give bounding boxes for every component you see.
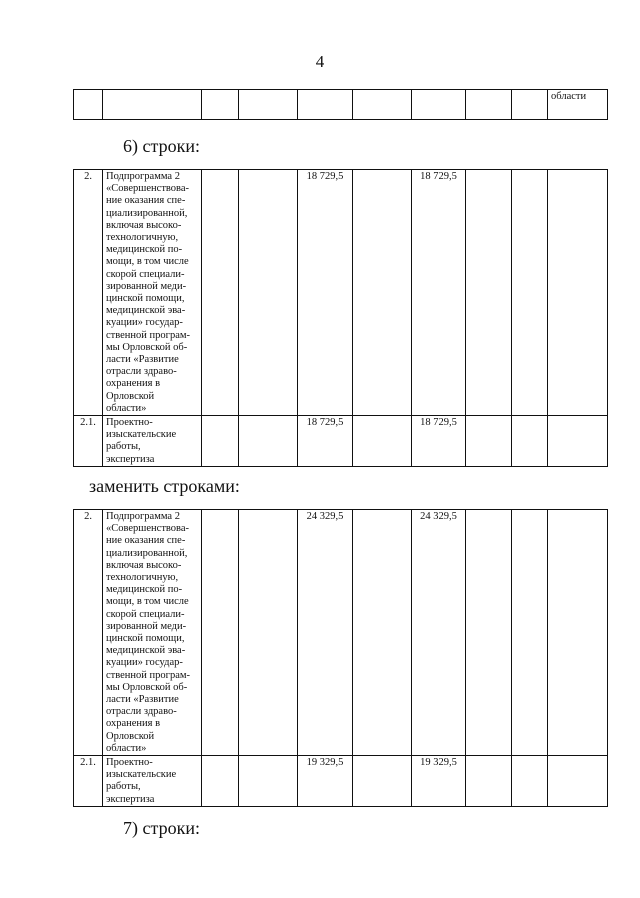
table-cell	[512, 90, 548, 120]
table-cell	[466, 510, 512, 756]
table-row	[74, 756, 608, 807]
heading-replace: заменить строками:	[89, 476, 240, 496]
table-cell	[353, 510, 412, 756]
row-value-total: 18 729,5	[298, 416, 353, 467]
row-name: Подпрограмма 2 «Совершенствова- ние оказания спе- циализированной, включая высоко- технологичную, медицинской по- мощи, в том числе скорой специали- зированной меди- цинской помощи, медицинской эва- куации» государ- ственной програм- мы Орловской об- ласти «Развитие отрасли здраво- охранения в Орловской области»	[103, 170, 202, 416]
table-cell	[548, 416, 608, 467]
table-cell	[512, 170, 548, 416]
table-cell: области	[548, 90, 608, 120]
table-row	[74, 416, 608, 467]
table-cell	[512, 756, 548, 807]
row-value-budget: 19 329,5	[412, 756, 466, 807]
table-cell	[466, 90, 512, 120]
table-cell	[202, 90, 239, 120]
table-cell	[202, 510, 239, 756]
row-value-total: 19 329,5	[298, 756, 353, 807]
table-cell	[353, 416, 412, 467]
table-cell	[103, 90, 202, 120]
row-number: 2.	[74, 170, 103, 416]
table-cell	[548, 756, 608, 807]
table-row	[74, 510, 608, 756]
row-value-budget: 18 729,5	[412, 170, 466, 416]
row-number: 2.	[74, 510, 103, 756]
table-cell	[353, 756, 412, 807]
table-cell	[202, 170, 239, 416]
row-value-total: 24 329,5	[298, 510, 353, 756]
table-cell	[466, 170, 512, 416]
row-name: Проектно- изыскательские работы, экспертиза	[103, 416, 202, 467]
table-cell	[466, 756, 512, 807]
row-number: 2.1.	[74, 756, 103, 807]
table-cell	[466, 416, 512, 467]
old-rows-table	[73, 169, 608, 467]
table-cell	[412, 90, 466, 120]
table-cell	[239, 756, 298, 807]
table-cell	[353, 90, 412, 120]
row-name: Проектно- изыскательские работы, экспертиза	[103, 756, 202, 807]
heading-item-7: 7) строки:	[123, 818, 200, 838]
row-number: 2.1.	[74, 416, 103, 467]
row-name: Подпрограмма 2 «Совершенствова- ние оказания спе- циализированной, включая высоко- технологичную, медицинской по- мощи, в том числе скорой специали- зированной меди- цинской помощи, медицинской эва- куации» государ- ственной програм- мы Орловской об- ласти «Развитие отрасли здраво- охранения в Орловской области»	[103, 510, 202, 756]
new-rows-table	[73, 509, 608, 807]
table-cell	[512, 416, 548, 467]
table-cell	[548, 170, 608, 416]
table-row	[74, 90, 608, 120]
table-cell	[512, 510, 548, 756]
page-number: 4	[315, 52, 325, 71]
table-cell	[202, 416, 239, 467]
row-value-total: 18 729,5	[298, 170, 353, 416]
table-cell	[239, 416, 298, 467]
table-cell	[298, 90, 353, 120]
table-row	[74, 170, 608, 416]
table-cell	[548, 510, 608, 756]
table-cell	[353, 170, 412, 416]
table-cell	[202, 756, 239, 807]
top-table-fragment	[73, 89, 608, 120]
table-cell	[239, 510, 298, 756]
table-cell	[239, 90, 298, 120]
table-cell	[239, 170, 298, 416]
row-value-budget: 18 729,5	[412, 416, 466, 467]
row-value-budget: 24 329,5	[412, 510, 466, 756]
table-cell	[74, 90, 103, 120]
heading-item-6: 6) строки:	[123, 136, 200, 156]
